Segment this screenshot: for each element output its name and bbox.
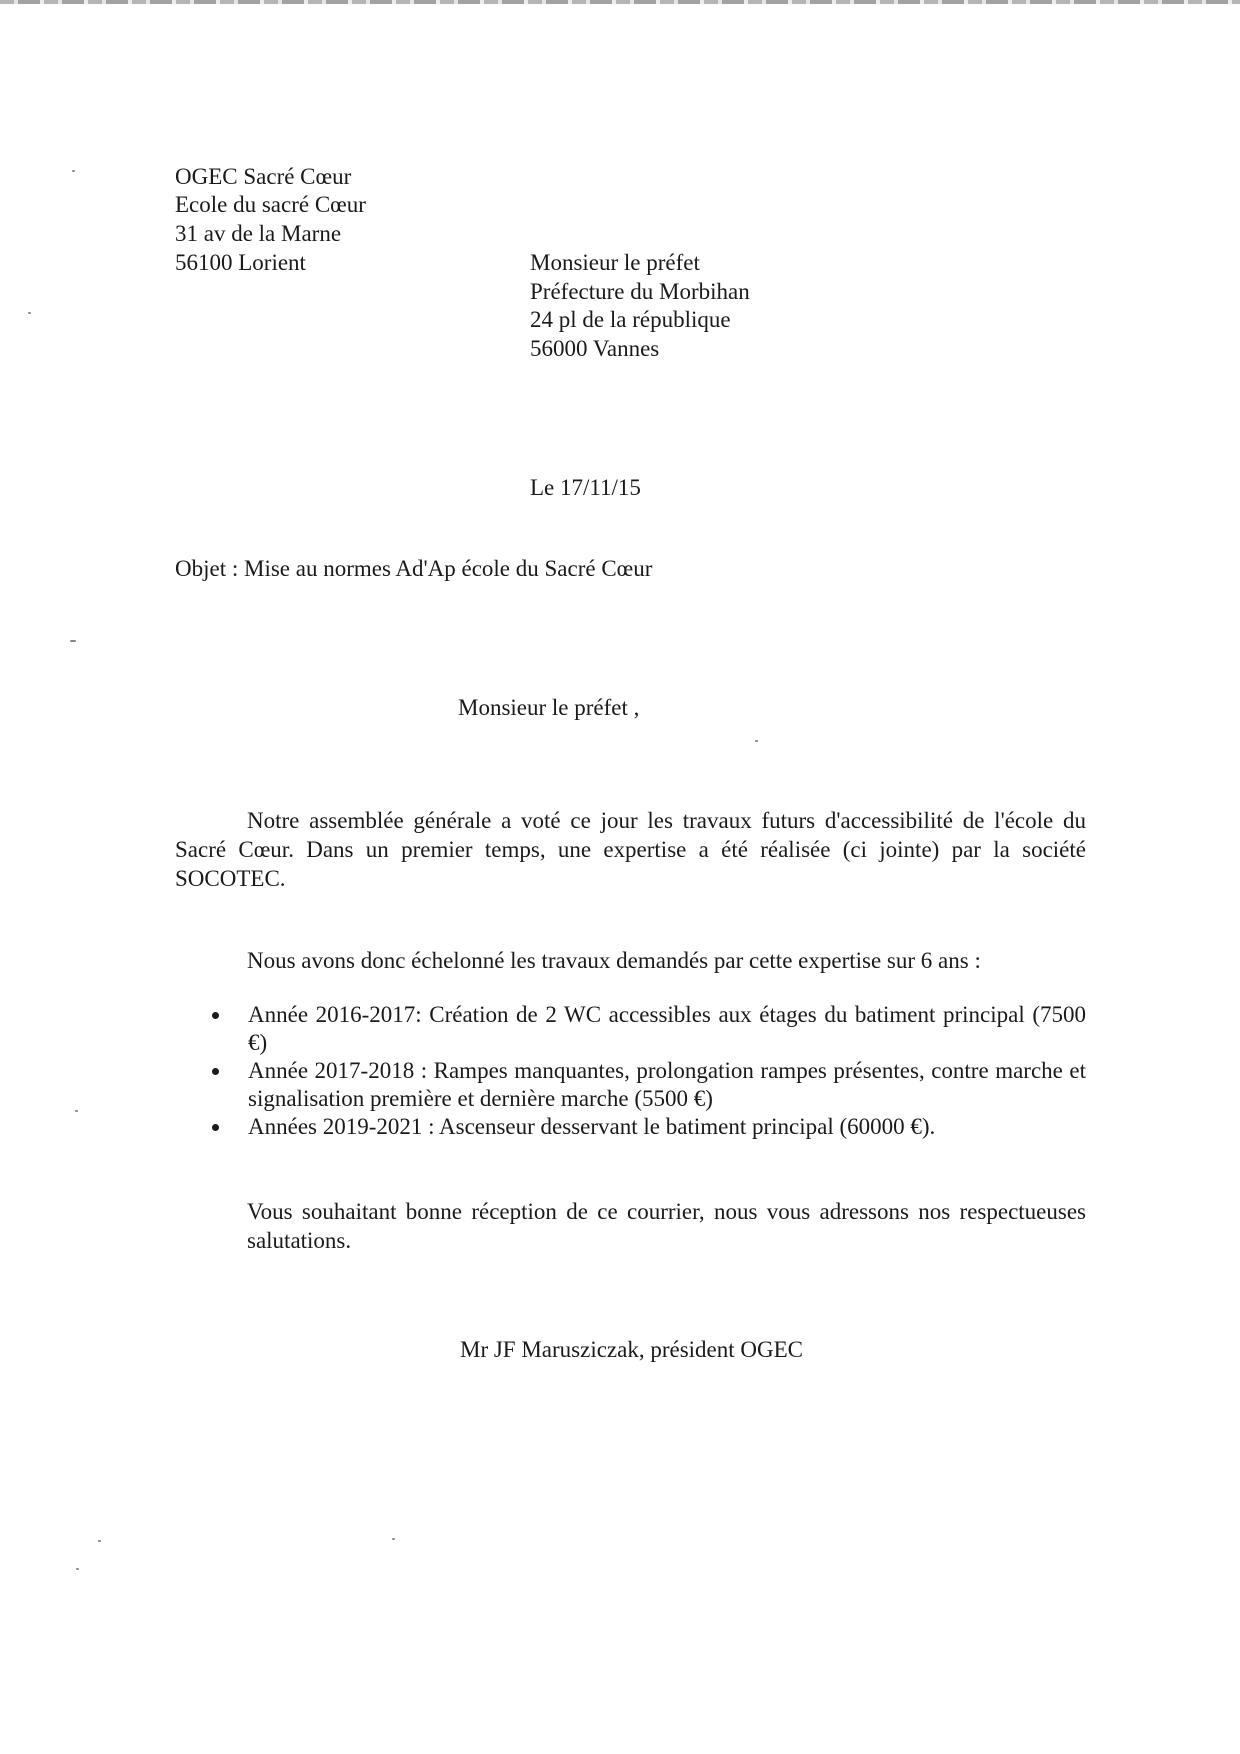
letter-salutation: Monsieur le préfet ,: [458, 695, 640, 720]
sender-school: Ecole du sacré Cœur: [175, 192, 366, 217]
list-item: [200, 1001, 1086, 1057]
bullet-icon: [212, 1012, 219, 1019]
list-item: [200, 1113, 1086, 1141]
scan-edge-artifact: [0, 0, 1240, 4]
recipient-office: Préfecture du Morbihan: [530, 279, 750, 304]
letter-date: Le 17/11/15: [530, 475, 641, 500]
bullet-icon: [212, 1068, 219, 1075]
recipient-city: 56000 Vannes: [530, 336, 660, 361]
scan-speck: [755, 740, 758, 742]
body-paragraph-2: Nous avons donc échelonné les travaux demandés par cette expertise sur 6 ans :: [247, 948, 981, 973]
list-item-text: Année 2016-2017: Création de 2 WC accessibles aux étages du batiment principal (7500 €): [248, 1002, 1086, 1055]
sender-city: 56100 Lorient: [175, 250, 306, 275]
body-paragraph-1: Notre assemblée générale a voté ce jour les travaux futurs d'accessibilité de l'école du Sacré Cœur. Dans un premier temps, une expertise a été réalisée (ci jointe) par la société SOCOTEC.: [175, 808, 1086, 891]
bullet-icon: [212, 1124, 219, 1131]
recipient-name: Monsieur le préfet: [530, 250, 700, 275]
signature-line: Mr JF Marusziczak, président OGEC: [460, 1337, 804, 1362]
scan-speck: [98, 1540, 101, 1542]
closing-paragraph: Vous souhaitant bonne réception de ce courrier, nous vous adressons nos respectueuses salutations.: [247, 1199, 1086, 1253]
recipient-street: 24 pl de la république: [530, 307, 731, 332]
scan-speck: [76, 1568, 79, 1570]
list-item: [200, 1057, 1086, 1113]
scan-speck: [392, 1538, 395, 1540]
scan-speck: [72, 170, 75, 172]
list-item-text: Année 2017-2018 : Rampes manquantes, prolongation rampes présentes, contre marche et signalisation première et dernière marche (5500 €): [248, 1058, 1086, 1111]
letter-subject: Objet : Mise au normes Ad'Ap école du Sacré Cœur: [175, 556, 653, 581]
sender-name: OGEC Sacré Cœur: [175, 164, 352, 189]
scan-speck: [75, 1110, 78, 1112]
works-schedule-list: [200, 1001, 1086, 1141]
scan-speck: [28, 312, 31, 314]
scan-speck: [70, 640, 76, 642]
sender-street: 31 av de la Marne: [175, 221, 342, 246]
list-item-text: Années 2019-2021 : Ascenseur desservant le batiment principal (60000 €).: [248, 1114, 936, 1139]
